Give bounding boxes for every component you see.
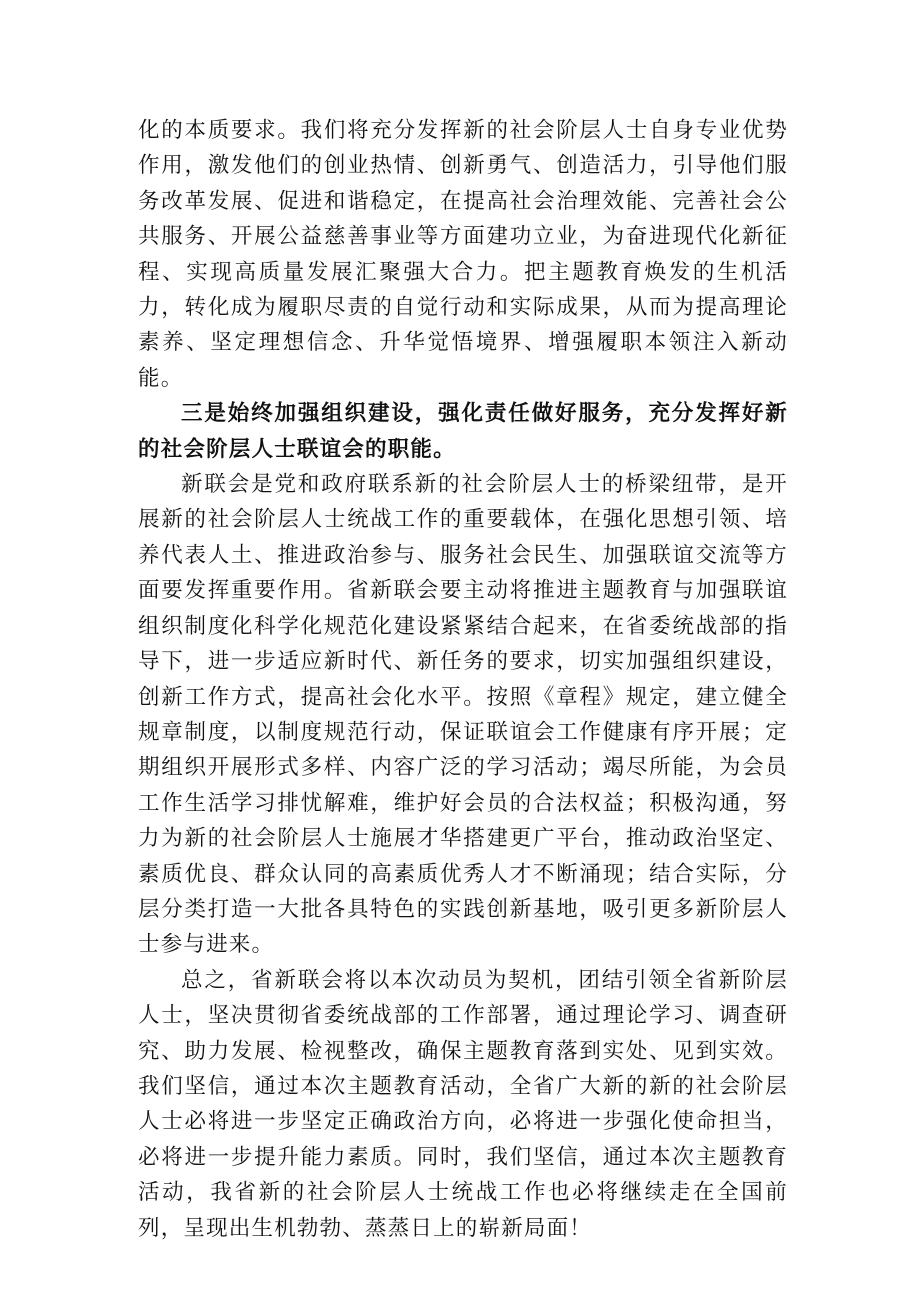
- paragraph-continuation: 化的本质要求。我们将充分发挥新的社会阶层人士自身专业优势作用，激发他们的创业热情、创新勇气、创造活力，引导他们服务改革发展、促进和谐稳定，在提高社会治理效能、完善社会公共服务、开展公益慈善事业等方面建功立业，为奋进现代化新征程、实现高质量发展汇聚强大合力。把主题教育焕发的生机活力，转化成为履职尽责的自觉行动和实际成果，从而为提高理论素养、坚定理想信念、升华觉悟境界、增强履职本领注入新动能。: [138, 118, 788, 391]
- section-heading: 三是始终加强组织建设，强化责任做好服务，充分发挥好新的社会阶层人士联谊会的职能。: [138, 401, 788, 462]
- document-body: [138, 113, 788, 1246]
- paragraph-organization: 新联会是党和政府联系新的社会阶层人士的桥梁纽带，是开展新的社会阶层人士统战工作的重要载体，在强化思想引领、培养代表人土、推进政治参与、服务社会民生、加强联谊交流等方面要发挥重要作用。省新联会要主动将推进主题教育与加强联谊组织制度化科学化规范化建设紧紧结合起来，在省委统战部的指导下，进一步适应新时代、新任务的要求，切实加强组织建设，创新工作方式，提高社会化水平。按照《章程》规定，建立健全规章制度，以制度规范行动，保证联谊会工作健康有序开展；定期组织开展形式多样、内容广泛的学习活动；竭尽所能，为会员工作生活学习排忧解难，维护好会员的合法权益；积极沟通，努力为新的社会阶层人士施展才华搭建更广平台，推动政治坚定、素质优良、群众认同的高素质优秀人才不断涌现；结合实际，分层分类打造一大批各具特色的实践创新基地，吸引更多新阶层人士参与进来。: [138, 472, 788, 958]
- paragraph-conclusion: 总之，省新联会将以本次动员为契机，团结引领全省新阶层人士，坚决贯彻省委统战部的工作部署，通过理论学习、调查研究、助力发展、检视整改，确保主题教育落到实处、见到实效。我们坚信，通过本次主题教育活动，全省广大新的新的社会阶层人士必将进一步坚定正确政治方向，必将进一步强化使命担当，必将进一步提升能力素质。同时，我们坚信，通过本次主题教育活动，我省新的社会阶层人士统战工作也必将继续走在全国前列，呈现出生机勃勃、蒸蒸日上的崭新局面！: [138, 967, 788, 1241]
